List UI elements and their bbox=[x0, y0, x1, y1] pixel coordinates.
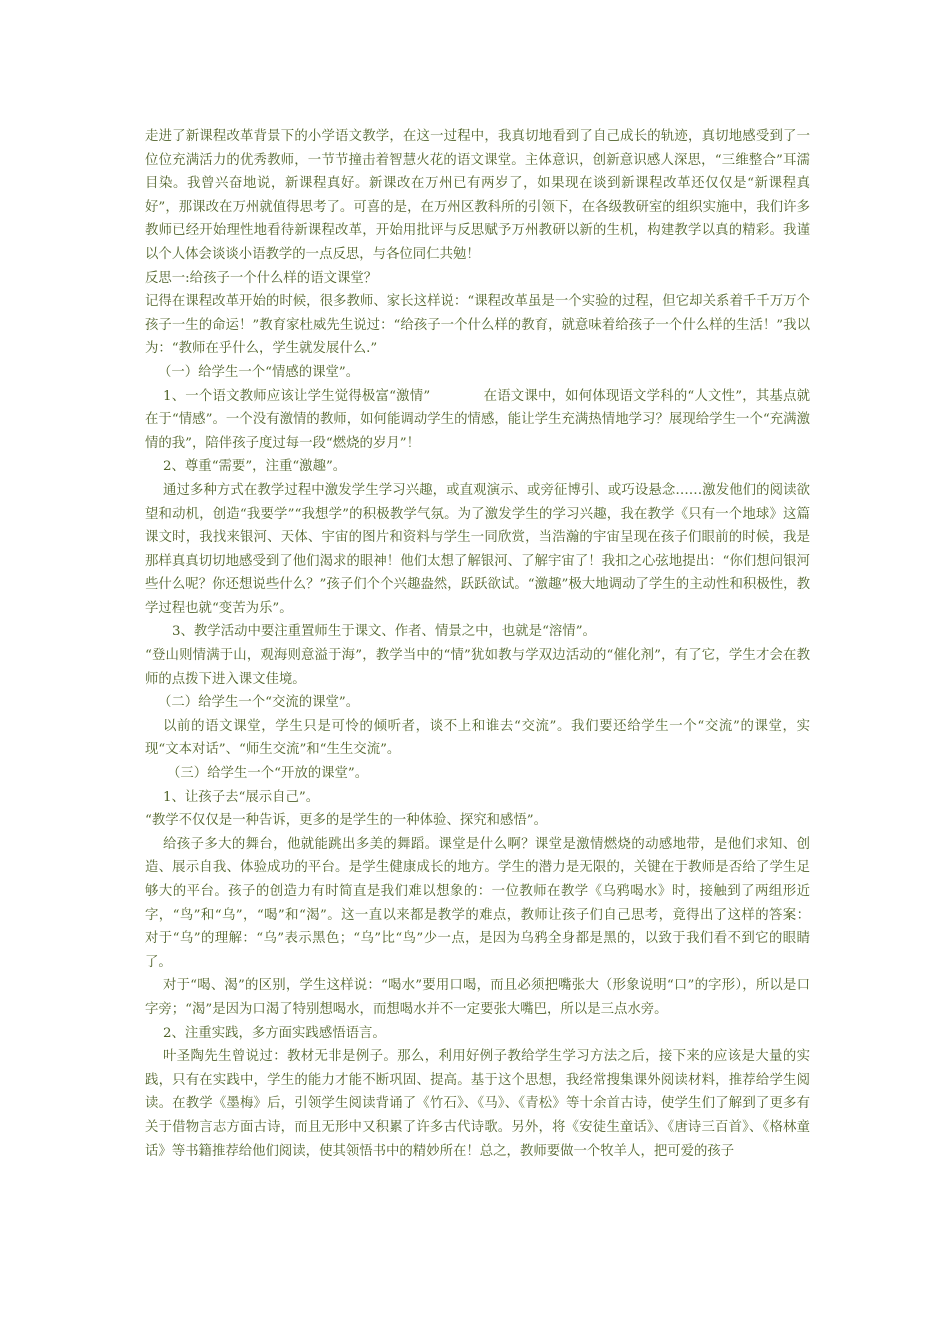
paragraph-ye-shengtao: 叶圣陶先生曾说过：教材无非是例子。那么，利用好例子教给学生学习方法之后，接下来的应该是大量的实践，只有在实践中，学生的能力才能不断巩固、提高。基于这个思想，我经常搜集课外阅读材料，推荐给学生阅读。在教学《墨梅》后，引领学生阅读背诵了《竹石》、《马》、《青松》等十余首古诗，使学生们了解到了更多有关于借物言志方面古诗，而且无形中又积累了许多古代诗歌。另外，将《安徒生童话》、《唐诗三百首》、《格林童话》等书籍推荐给他们阅读，使其领悟书中的精妙所在！总之，教师要做一个牧羊人，把可爱的孩子 bbox=[145, 1049, 810, 1159]
paragraph-curriculum-reform: 记得在课程改革开始的时候，很多教师、家长这样说：“课程改革虽是一个实验的过程，但它却关系着千千万万个孩子一生的命运！”教育家杜威先生说过：“给孩子一个什么样的教育，就意味着给孩子一个什么样的生活！”我以为：“教师在乎什么，学生就发展什么.” bbox=[145, 294, 810, 357]
item-show-yourself: 1、让孩子去“展示自己”。 bbox=[163, 789, 320, 805]
item-immerse-emotion: 3、教学活动中要注重置师生于课文、作者、情景之中，也就是“溶情”。 bbox=[172, 624, 596, 640]
item-practice: 2、注重实践，多方面实践感悟语言。 bbox=[163, 1025, 386, 1041]
subheading-emotional-classroom: （一）给学生一个“情感的课堂”。 bbox=[158, 364, 360, 380]
subheading-open-classroom: （三）给学生一个“开放的课堂”。 bbox=[167, 766, 369, 782]
document-body bbox=[145, 125, 862, 1163]
paragraph-passion: 1、一个语文教师应该让学生觉得极富“激情” 在语文课中，如何体现语文学科的“人文性”，其基点就在于“情感”。一个没有激情的教师，如何能调动学生的情感，能让学生充满热情地学习？展现给学生一个“充满激情的我”，陪伴孩子度过每一段“燃烧的岁月”！ bbox=[145, 388, 810, 451]
paragraph-stimulate-interest: 通过多种方式在教学过程中激发学生学习兴趣，或直观演示、或旁征博引、或巧设悬念……激发他们的阅读欲望和动机，创造“我要学”“我想学”的积极教学气氛。为了激发学生的学习兴趣，我在教学《只有一个地球》这篇课文时，我找来银河、天体、宇宙的图片和资料与学生一同欣赏，当浩瀚的宇宙呈现在孩子们眼前的时候，我是那样真真切切地感受到了他们渴求的眼神！他们太想了解银河、了解宇宙了！我扣之心弦地提出：“你们想问银河些什么呢？你还想说些什么？”孩子们个个兴趣盎然，跃跃欲试。“激趣”极大地调动了学生的主动性和积极性，教学过程也就“变苦为乐”。 bbox=[145, 482, 810, 616]
intro-paragraph: 走进了新课程改革背景下的小学语文教学，在这一过程中，我真切地看到了自己成长的轨迹，真切地感受到了一位位充满活力的优秀教师，一节节撞击着智慧火花的语文课堂。主体意识，创新意识感人深思，“三维整合”耳濡目染。我曾兴奋地说，新课程真好。新课改在万州已有两岁了，如果现在谈到新课程改革还仅仅是“新课程真好”，那课改在万州就值得思考了。可喜的是，在万州区教科所的引领下，在各级教研室的组织实施中，我们许多教师已经开始理性地看待新课程改革，开始用批评与反思赋予万州教研以新的生机，构建教学以真的精彩。我谨以个人体会谈谈小语教学的一点反思，与各位同仁共勉！ bbox=[145, 129, 810, 262]
item-respect-needs: 2、尊重“需要”，注重“激趣”。 bbox=[163, 459, 347, 475]
subheading-communication-classroom: （二）给学生一个“交流的课堂”。 bbox=[158, 695, 360, 711]
quote-teaching: “教学不仅仅是一种告诉，更多的是学生的一种体验、探究和感悟”。 bbox=[145, 813, 548, 829]
paragraph-communication: 以前的语文课堂，学生只是可怜的倾听者，谈不上和谁去“交流”。我们要还给学生一个“交流”的课堂，实现“文本对话”、“师生交流”和“生生交流”。 bbox=[145, 718, 810, 758]
paragraph-catalyst: “登山则情满于山，观海则意溢于海”，教学当中的“情”犹如教与学双边活动的“催化剂”，有了它，学生才会在教师的点拨下进入课文佳境。 bbox=[145, 648, 810, 687]
paragraph-stage: 给孩子多大的舞台，他就能跳出多美的舞蹈。课堂是什么啊？课堂是激情燃烧的动感地带，是他们求知、创造、展示自我、体验成功的平台。是学生健康成长的地方。学生的潜力是无限的，关键在于教师是否给了学生足够大的平台。孩子的创造力有时简直是我们难以想象的：一位教师在教学《乌鸦喝水》时，接触到了两组形近字，“鸟”和“乌”，“喝”和“渴”。这一直以来都是教学的难点，教师让孩子们自己思考，竟得出了这样的答案： 对于“乌”的理解：“乌”表示黑色；“乌”比“鸟”少一点，是因为乌鸦全身都是黑的，以致于我们看不到它的眼睛了。 bbox=[145, 836, 862, 970]
section-heading-reflection-1: 反思一:给孩子一个什么样的语文课堂？ bbox=[145, 270, 378, 286]
paragraph-drink-thirst: 对于“喝、渴”的区别，学生这样说：“喝水”要用口喝，而且必须把嘴张大（形象说明“口”的字形），所以是口字旁；“渴”是因为口渴了特别想喝水，而想喝水并不一定要张大嘴巴，所以是三点水旁。 bbox=[145, 978, 810, 1017]
